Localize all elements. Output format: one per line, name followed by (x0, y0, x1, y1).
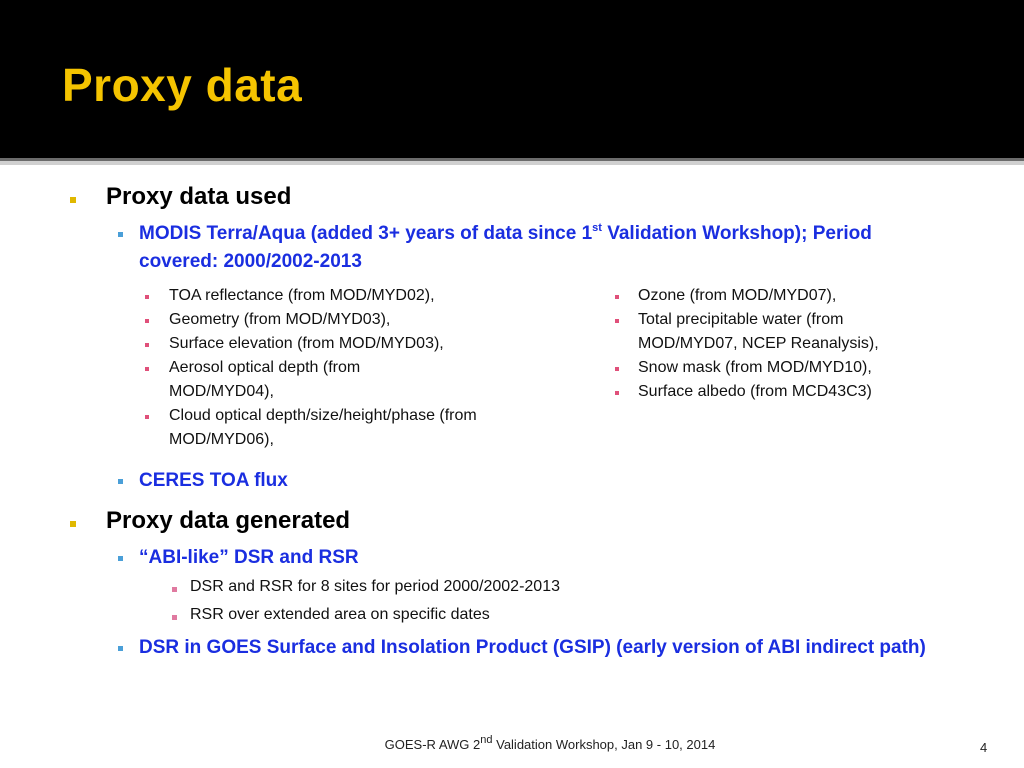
modis-line1-a: MODIS Terra/Aqua (added 3+ years of data since 1 (139, 223, 593, 244)
bullet-icon (118, 232, 123, 237)
list-item: Surface elevation (from MOD/MYD03), (169, 335, 444, 352)
page-title: Proxy data (62, 59, 303, 111)
bullet-icon (118, 556, 123, 561)
page-number: 4 (980, 740, 988, 755)
list-item: Aerosol optical depth (from MOD/MYD04), (169, 359, 361, 400)
bullet-icon (145, 367, 149, 371)
bullet-icon (172, 615, 177, 620)
abi-like-text: “ABI-like” DSR and RSR (139, 547, 359, 568)
title-bar (0, 0, 1024, 158)
bullet-icon (145, 343, 149, 347)
list-item: Ozone (from MOD/MYD07), (638, 287, 837, 304)
bullet-icon (70, 197, 76, 203)
bullet-icon (145, 295, 149, 299)
modis-line1-b: Validation Workshop); Period (601, 223, 872, 244)
bullet-icon (118, 646, 123, 651)
list-item: Snow mask (from MOD/MYD10), (638, 359, 872, 376)
bullet-icon (615, 367, 619, 371)
list-item: RSR over extended area on specific dates (190, 606, 490, 623)
bullet-icon (145, 319, 149, 323)
list-item: Cloud optical depth/size/height/phase (from MOD/MYD06), (169, 407, 477, 448)
bullet-icon (615, 319, 619, 323)
bullet-icon (118, 479, 123, 484)
footer-text-a: GOES-R AWG 2 (384, 737, 481, 752)
bullet-icon (70, 521, 76, 527)
bullet-icon (615, 391, 619, 395)
list-item: TOA reflectance (from MOD/MYD02), (169, 287, 435, 304)
modis-superscript: st (592, 221, 602, 234)
footer-superscript: nd (480, 733, 493, 746)
ceres-text: CERES TOA flux (139, 470, 288, 491)
modis-line2: covered: 2000/2002-2013 (139, 251, 362, 272)
list-item: Surface albedo (from MCD43C3) (638, 383, 872, 400)
list-item: DSR and RSR for 8 sites for period 2000/2002-2013 (190, 578, 560, 595)
footer-text-b: Validation Workshop, Jan 9 - 10, 2014 (492, 737, 716, 752)
bullet-icon (172, 587, 177, 592)
section-heading-used: Proxy data used (106, 183, 292, 210)
gsip-text: DSR in GOES Surface and Insolation Product (GSIP) (early version of ABI indirect path) (139, 637, 926, 658)
list-item: Total precipitable water (from MOD/MYD07, NCEP Reanalysis), (638, 311, 879, 352)
section-heading-generated: Proxy data generated (106, 507, 351, 534)
footer (300, 733, 800, 752)
modis-text (139, 220, 979, 276)
bullet-icon (615, 295, 619, 299)
bullet-icon (145, 415, 149, 419)
list-item: Geometry (from MOD/MYD03), (169, 311, 391, 328)
